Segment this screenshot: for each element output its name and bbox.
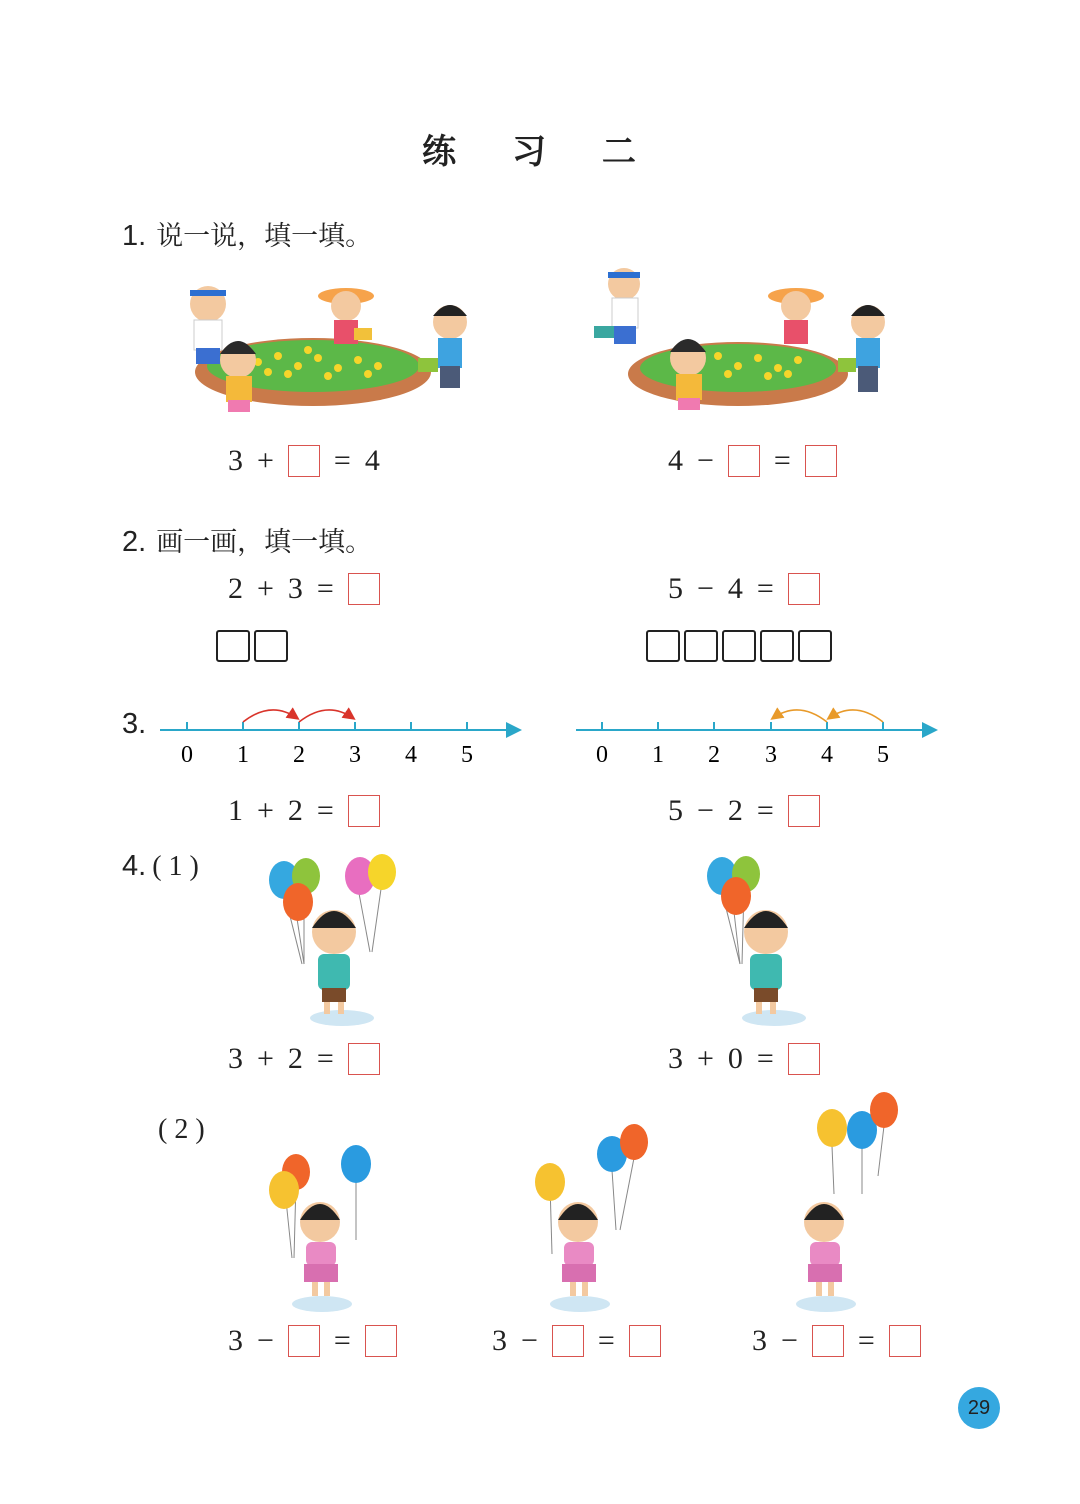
q4-equation-a [228,1042,380,1076]
answer-box[interactable] [629,1325,661,1357]
eq-equals: = [597,1324,615,1357]
answer-box[interactable] [365,1325,397,1357]
eq-term: 3 [228,444,243,477]
number-line-right [576,700,946,780]
eq-equals: = [756,1042,774,1075]
answer-box[interactable] [889,1325,921,1357]
eq-operator: − [697,794,714,827]
q1-equation-left [228,444,380,478]
eq-operator: − [257,1324,274,1357]
eq-equals: = [756,572,774,605]
girl-with-balloons-illustration [262,1140,382,1316]
watering-flowers-illustration-right [588,262,898,432]
q1-equation-right [668,444,837,478]
drawn-square [216,630,250,662]
tick-label: 0 [181,742,193,768]
answer-box[interactable] [812,1325,844,1357]
drawn-square [798,630,832,662]
eq-operator: − [781,1324,798,1357]
eq-operator: + [257,572,274,605]
eq-term: 4 [364,444,380,477]
eq-term: 2 [228,572,243,605]
eq-operator: + [257,444,274,477]
question-1-header [122,214,372,253]
answer-box[interactable] [788,1043,820,1075]
eq-equals: = [316,794,334,827]
eq-term: 1 [228,794,243,827]
watering-flowers-illustration-left [168,262,488,422]
tick-label: 4 [405,742,417,768]
eq-term: 2 [287,1042,303,1075]
boy-with-balloons-illustration [262,852,412,1028]
drawn-square [760,630,794,662]
answer-box[interactable] [788,573,820,605]
eq-term: 0 [727,1042,743,1075]
answer-box[interactable] [805,445,837,477]
tick-label: 3 [765,742,777,768]
eq-equals: = [773,444,791,477]
eq-equals: = [756,794,774,827]
girl-with-balloons-illustration [786,1090,916,1316]
eq-term: 4 [727,572,743,605]
eq-term: 3 [492,1324,507,1357]
q4-equation-b [668,1042,820,1076]
eq-term: 5 [668,794,683,827]
tick-label: 4 [821,742,833,768]
question-4-header [122,850,199,883]
boy-with-balloons-illustration [700,852,820,1028]
question-number: 4. [122,850,147,882]
sub-question-label: ( 1 ) [152,851,199,882]
answer-box[interactable] [288,1325,320,1357]
tick-label: 5 [461,742,473,768]
eq-term: 2 [287,794,303,827]
eq-term: 3 [228,1042,243,1075]
question-text: 说一说，填一填。 [156,221,373,252]
eq-term: 3 [287,572,303,605]
q2-equation-left [228,572,380,606]
question-text: 画一画，填一填。 [156,527,373,558]
q4-equation-c [228,1324,397,1358]
eq-term: 4 [668,444,683,477]
q2-equation-right [668,572,820,606]
sub-question-label: ( 2 ) [158,1114,205,1145]
eq-term: 3 [228,1324,243,1357]
eq-equals: = [333,1324,351,1357]
eq-term: 3 [668,1042,683,1075]
answer-box[interactable] [552,1325,584,1357]
tick-label: 2 [293,742,305,768]
page-title: 练 习 二 [422,132,658,172]
eq-operator: + [257,794,274,827]
eq-operator: + [257,1042,274,1075]
eq-equals: = [333,444,351,477]
girl-with-balloons-illustration [528,1120,658,1316]
eq-operator: + [697,1042,714,1075]
tick-label: 0 [596,742,608,768]
q4-equation-d [492,1324,661,1358]
eq-term: 3 [752,1324,767,1357]
q4-equation-e [752,1324,921,1358]
number-line-left [160,700,530,780]
q2-drawing-squares-right [646,630,836,662]
tick-label: 3 [349,742,361,768]
tick-label: 1 [237,742,249,768]
answer-box[interactable] [788,795,820,827]
eq-term: 5 [668,572,683,605]
question-number: 3. [122,708,147,740]
eq-operator: − [697,572,714,605]
answer-box[interactable] [348,795,380,827]
drawn-square [722,630,756,662]
tick-label: 5 [877,742,889,768]
tick-label: 2 [708,742,720,768]
eq-operator: − [521,1324,538,1357]
eq-equals: = [316,1042,334,1075]
eq-term: 2 [727,794,743,827]
q2-drawing-squares-left [216,630,292,662]
tick-label: 1 [652,742,664,768]
question-number: 2. [122,526,147,558]
answer-box[interactable] [288,445,320,477]
eq-operator: − [697,444,714,477]
drawn-square [684,630,718,662]
drawn-square [646,630,680,662]
q3-equation-right [668,794,820,828]
drawn-square [254,630,288,662]
page-number-badge: 29 [958,1387,1000,1429]
question-number: 1. [122,220,147,252]
eq-equals: = [857,1324,875,1357]
question-2-header [122,520,372,559]
answer-box[interactable] [348,1043,380,1075]
answer-box[interactable] [348,573,380,605]
answer-box[interactable] [728,445,760,477]
eq-equals: = [316,572,334,605]
q3-equation-left [228,794,380,828]
